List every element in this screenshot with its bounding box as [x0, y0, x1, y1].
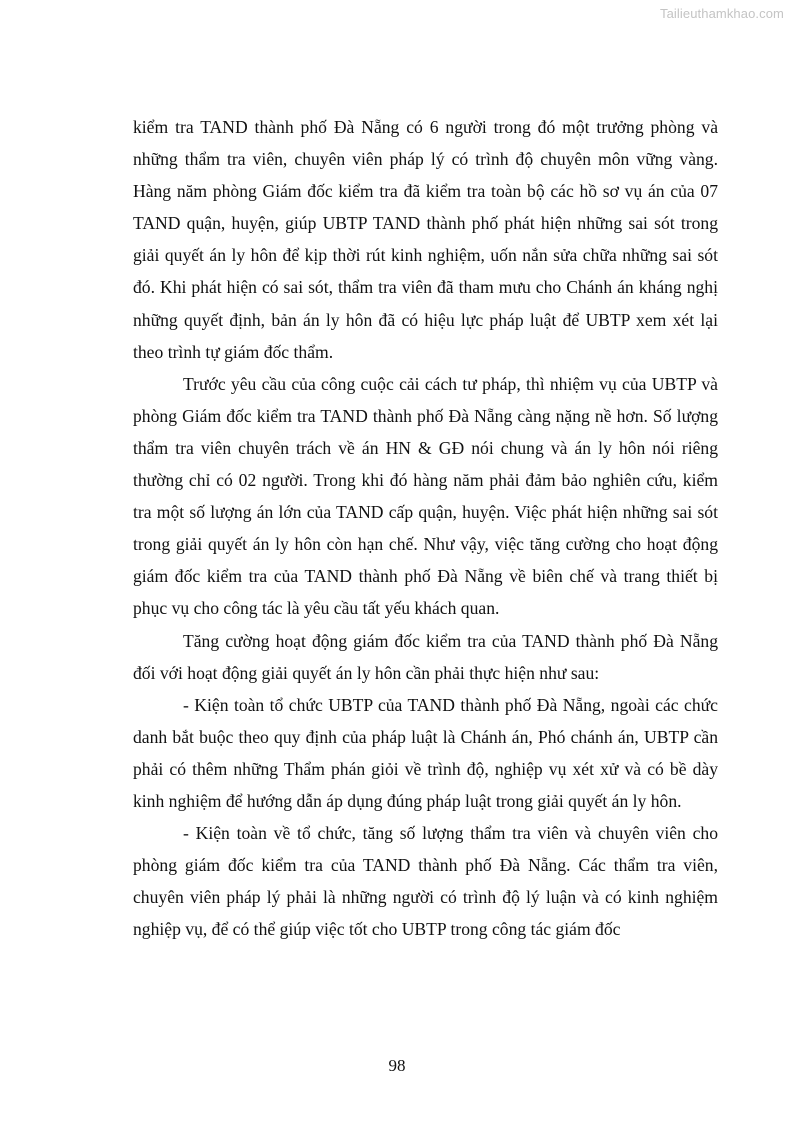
page-body [133, 111, 718, 945]
paragraph-5-bullet: - Kiện toàn về tổ chức, tăng số lượng thẩm tra viên và chuyên viên cho phòng giám đốc kiểm tra của TAND thành phố Đà Nẵng. Các thẩm tra viên, chuyên viên pháp lý phải là những người có trình độ lý luận và có kinh nghiệm nghiệp vụ, để có thể giúp việc tốt cho UBTP trong công tác giám đốc [133, 823, 718, 940]
page-number: 98 [388, 1056, 406, 1075]
paragraph-4-bullet: - Kiện toàn tổ chức UBTP của TAND thành phố Đà Nẵng, ngoài các chức danh bắt buộc theo quy định của pháp luật là Chánh án, Phó chánh án, UBTP cần phải có thêm những Thẩm phán giỏi về trình độ, nghiệp vụ xét xử và có bề dày kinh nghiệm để hướng dẫn áp dụng đúng pháp luật trong giải quyết án ly hôn. [133, 694, 718, 811]
paragraph-1: kiểm tra TAND thành phố Đà Nẵng có 6 người trong đó một trưởng phòng và những thẩm tra viên, chuyên viên pháp lý có trình độ chuyên môn vững vàng. Hàng năm phòng Giám đốc kiểm tra đã kiểm tra toàn bộ các hồ sơ vụ án của 07 TAND quận, huyện, giúp UBTP TAND thành phố phát hiện những sai sót trong giải quyết án ly hôn để kịp thời rút kinh nghiệm, uốn nắn sửa chữa những sai sót đó. Khi phát hiện có sai sót, thẩm tra viên đã tham mưu cho Chánh án kháng nghị những quyết định, bản án ly hôn đã có hiệu lực pháp luật để UBTP xem xét lại theo trình tự giám đốc thẩm. [133, 117, 718, 362]
paragraph-2: Trước yêu cầu của công cuộc cải cách tư pháp, thì nhiệm vụ của UBTP và phòng Giám đốc kiểm tra TAND thành phố Đà Nẵng càng nặng nề hơn. Số lượng thẩm tra viên chuyên trách về án HN & GĐ nói chung và án ly hôn nói riêng thường chỉ có 02 người. Trong khi đó hàng năm phải đảm bảo nghiên cứu, kiểm tra một số lượng án lớn của TAND cấp quận, huyện. Việc phát hiện những sai sót trong giải quyết án ly hôn còn hạn chế. Như vậy, việc tăng cường cho hoạt động giám đốc kiểm tra của TAND thành phố Đà Nẵng về biên chế và trang thiết bị phục vụ cho công tác là yêu cầu tất yếu khách quan. [133, 373, 718, 619]
watermark: Tailieuthamkhao.com [659, 6, 784, 21]
paragraph-3: Tăng cường hoạt động giám đốc kiểm tra của TAND thành phố Đà Nẵng đối với hoạt động giải quyết án ly hôn cần phải thực hiện như sau: [133, 630, 718, 683]
